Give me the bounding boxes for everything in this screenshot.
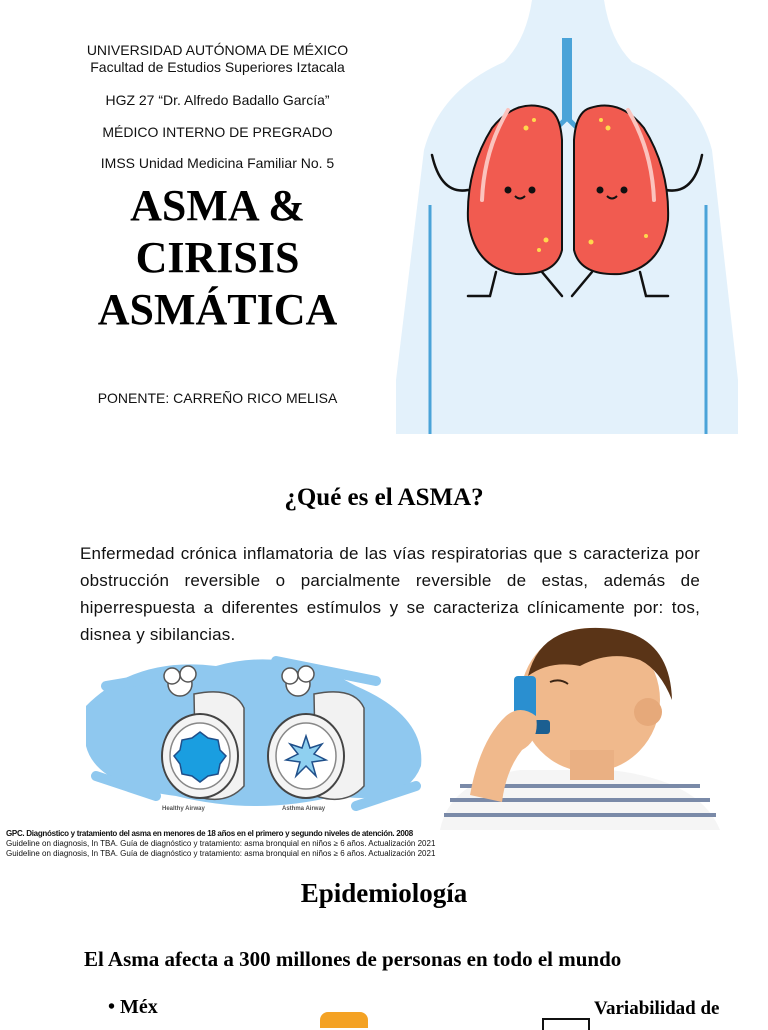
title-line-2: CIRISIS bbox=[135, 233, 300, 282]
definition-heading: ¿Qué es el ASMA? bbox=[284, 484, 484, 511]
university-name: UNIVERSIDAD AUTÓNOMA DE MÉXICO bbox=[86, 42, 349, 58]
reference-item: Guideline on diagnosis, In TBA. Guía de diagnóstico y tratamiento: asma bronquial en niños ≥ 6 años. Actualización 2021 bbox=[6, 849, 436, 858]
asthma-airway-label: Asthma Airway bbox=[282, 806, 326, 812]
references bbox=[6, 829, 526, 859]
table-fragment bbox=[542, 1018, 590, 1030]
mexico-bullet-fragment: • Méx bbox=[108, 996, 158, 1018]
presenter-label: PONENTE: CARREÑO RICO MELISA bbox=[97, 390, 338, 406]
reference-item: GPC. Diagnóstico y tratamiento del asma en menores de 18 años en el primero y segundo niveles de atención. 2008 bbox=[6, 829, 413, 838]
orange-shape bbox=[320, 1012, 368, 1028]
title-line-1: ASMA & bbox=[130, 181, 305, 230]
hospital-name: HGZ 27 “Dr. Alfredo Badallo García” bbox=[105, 92, 330, 108]
healthy-airway-label: Healthy Airway bbox=[162, 806, 205, 812]
epidemiology-heading: Epidemiología bbox=[300, 878, 468, 908]
epidemiology-text: El Asma afecta a 300 millones de personas en todo el mundo bbox=[84, 947, 622, 971]
reference-item: Guideline on diagnosis, In TBA. Guía de diagnóstico y tratamiento: asma bronquial en niños ≥ 6 años. Actualización 2021 bbox=[6, 839, 436, 848]
variability-heading: Variabilidad de bbox=[594, 998, 720, 1019]
lungs-illustration bbox=[396, 0, 740, 434]
airway-cross-section-illustration bbox=[76, 646, 436, 822]
child-inhaler-illustration bbox=[410, 620, 730, 830]
role-label: MÉDICO INTERNO DE PREGRADO bbox=[102, 124, 333, 140]
definition-text: Enfermedad crónica inflamatoria de las vías respiratorias que s caracteriza por obstrucción reversible o parcialmente reversible de estas, además de hiperrespuesta a diferentes estímulos y se caracteriza clínicamente por: tos, disnea y sibilancias. bbox=[80, 544, 700, 644]
unit-name: IMSS Unidad Medicina Familiar No. 5 bbox=[100, 155, 335, 171]
faculty-name: Facultad de Estudios Superiores Iztacala bbox=[90, 59, 345, 75]
title-line-3: ASMÁTICA bbox=[97, 285, 338, 334]
